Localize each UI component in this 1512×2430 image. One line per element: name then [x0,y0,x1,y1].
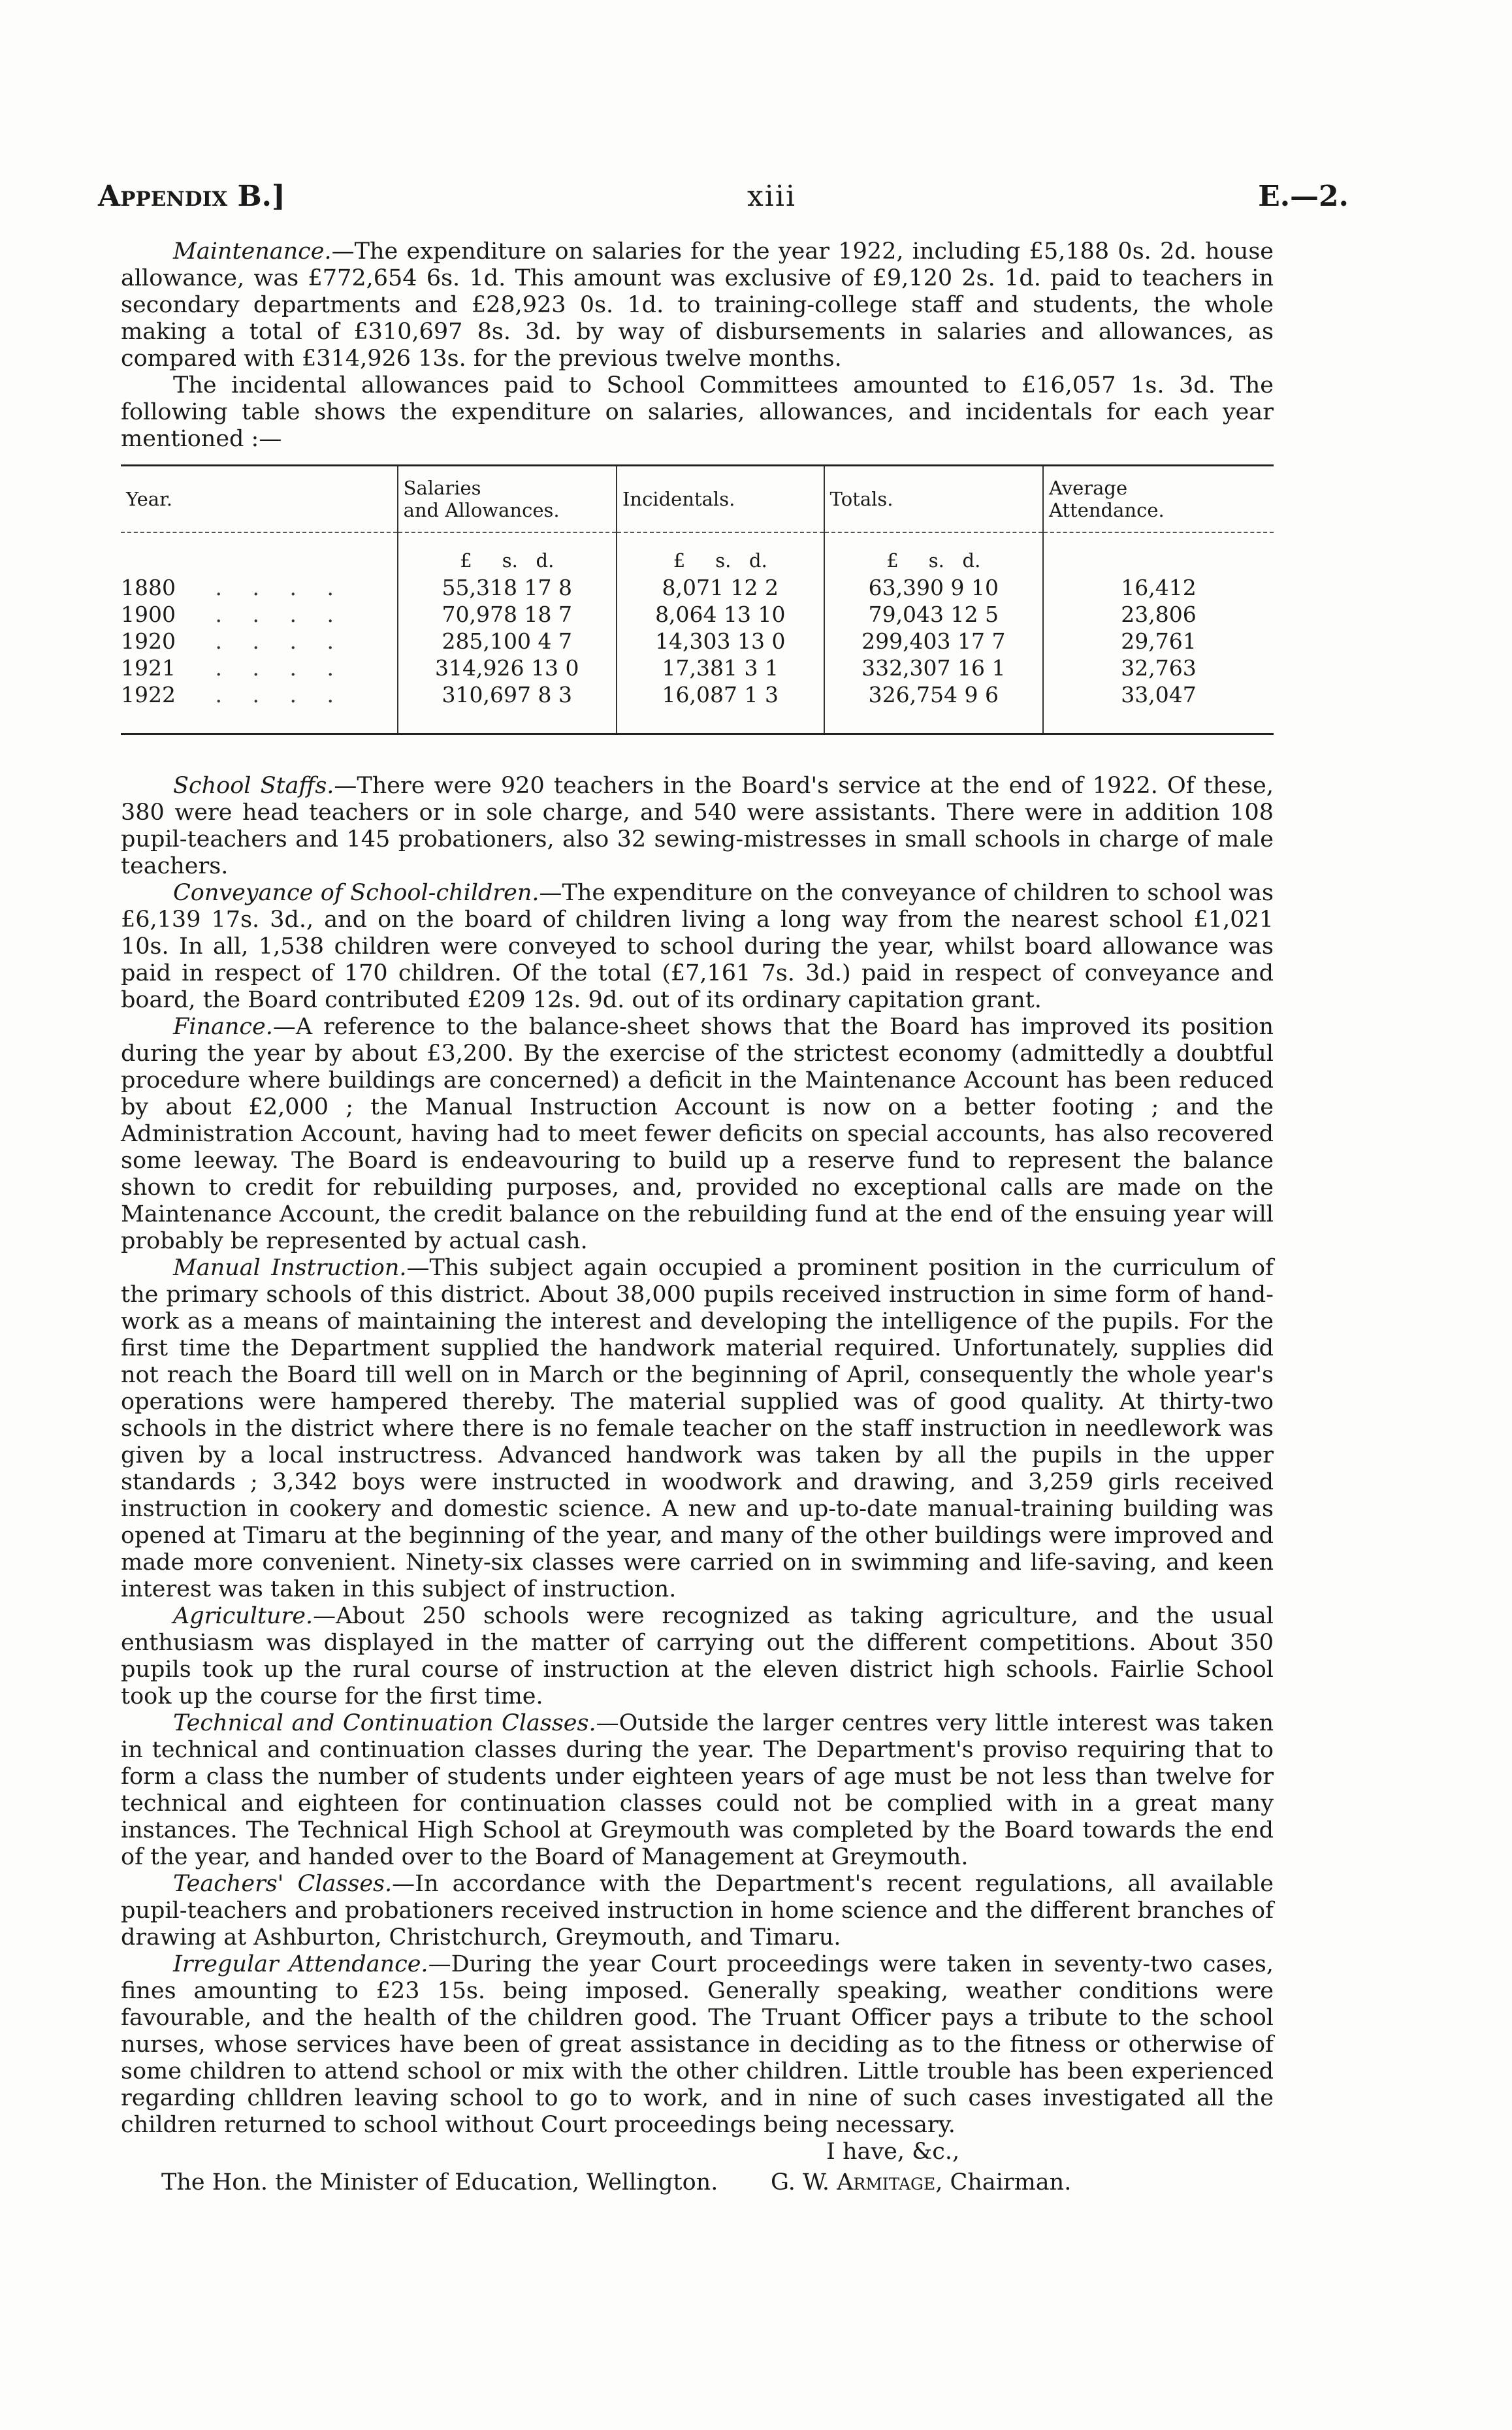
paragraph-maintenance: Maintenance.—The expenditure on salaries for the year 1922, including £5,188 0s. 2d. house allowance, was £772,654 6s. 1d. This amount was exclusive of £9,120 2s. 1d. paid to teachers in secondary departments and £28,923 0s. 1d. to training-college staff and students, the whole making a total of £310,697 8s. 3d. by way of disbursements in salaries and allowances, as compared with £314,926 13s. for the previous twelve months. [121,238,1274,372]
row-year: 1900 [121,602,176,627]
row-salaries: 285,100 4 7 [398,628,617,655]
units-salaries: £ s. d. [398,532,617,574]
row-incidentals: 14,303 13 0 [617,628,824,655]
paragraph-text: This subject again occupied a prominent position in the curriculum of the primary schools of this district. About 38,000 pupils received instruction in sime form of hand-work as a means of maintaining the interest and developing the intelligence of the pupils. For the first time the Department supplied the handwork material required. Unfortunately, supplies did not reach the Board till well on in March or the beginning of April, consequently the whole year's operations were hampered thereby. The material supplied was of good quality. At thirty-two schools in the district where there is no female teacher on the staff instruction in needlework was given by a local instructress. Advanced handwork was taken by all the pupils in the upper standards ; 3,342 boys were instructed in woodwork and drawing, and 3,259 girls received instruction in cookery and domestic science. A new and up-to-date manual-training building was opened at Timaru at the beginning of the year, and many of the other buildings were improved and made more convenient. Ninety-six classes were carried on in swimming and life-saving, and keen interest was taken in this subject of instruction. [121,1255,1274,1602]
paragraph-text: About 250 schools were recognized as taking agriculture, and the usual enthusiasm was displayed in the matter of carrying out the different competitions. About 350 pupils took up the rural course of instruction at the eleven district high schools. Fairlie School took up the course for the first time. [121,1603,1274,1709]
row-year: 1921 [121,655,176,681]
page-number: xiii [747,180,797,213]
paragraph-text: During the year Court proceedings were taken in seventy-two cases, fines amounting to £23 15s. being imposed. Generally speaking, weather conditions were favourable, and the health of the children good. The Truant Officer pays a tribute to the school nurses, whose services have been of great assistance in deciding as to the fitness or otherwise of some children to attend school or mix with the other children. Little trouble has been experienced regarding chlldren leaving school to go to work, and in nine of such cases investigated all the children returned to school without Court proceedings being necessary. [121,1951,1274,2138]
paragraph-heading: Finance. [173,1014,273,1040]
table-header-row [121,466,1274,533]
signature-block [121,2169,1274,2196]
paragraph-text: The incidental allowances paid to School Committees amounted to £16,057 1s. 3d. The following table shows the expenditure on salaries, allowances, and incidentals for each year mentioned :— [121,372,1274,452]
addressee: The Hon. the Minister of Education, Wellington. [161,2169,718,2195]
table-row: 1920 . . . . 285,100 4 7 14,303 13 0 299,403 17 7 29,761 [121,628,1274,655]
row-totals: 332,307 16 1 [824,655,1043,681]
paragraph-conveyance: Conveyance of School-children.—The expenditure on the conveyance of children to school was £6,139 17s. 3d., and on the board of children living a long way from the nearest school £1,021 10s. In all, 1,538 children were conveyed to school during the year, whilst board allowance was paid in respect of 170 children. Of the total (£7,161 7s. 3d.) paid in respect of conveyance and board, the Board contributed £209 12s. 9d. out of its ordinary capitation grant. [121,880,1274,1013]
col-header-attendance: Average Attendance. [1043,466,1274,533]
table-row: 1921 . . . . 314,926 13 0 17,381 3 1 332,307 16 1 32,763 [121,655,1274,681]
units-row [121,532,1274,574]
col-header-incidentals: Incidentals. [617,466,824,533]
paragraph-technical-classes: Technical and Continuation Classes.—Outside the larger centres very little interest was taken in technical and continuation classes during the year. The Department's proviso requiring that to form a class the number of students under eighteen years of age must be not less than twelve for technical and eighteen for continuation classes could not be complied with in a great many instances. The Technical High School at Greymouth was completed by the Board towards the end of the year, and handed over to the Board of Management at Greymouth. [121,1710,1274,1870]
table-row: 1922 . . . . 310,697 8 3 16,087 1 3 326,754 9 6 33,047 [121,681,1274,734]
expenditure-table [121,464,1274,735]
paragraph-text: There were 920 teachers in the Board's service at the end of 1922. Of these, 380 were head teachers or in sole charge, and 540 were assistants. There were in addition 108 pupil-teachers and 145 probationers, also 32 sewing-mistresses in small schools in charge of male teachers. [121,773,1274,879]
paragraph-incidentals [121,372,1274,453]
row-attendance: 16,412 [1043,574,1274,601]
paragraph-irregular-attendance: Irregular Attendance.—During the year Court proceedings were taken in seventy-two cases, fines amounting to £23 15s. being imposed. Generally speaking, weather conditions were favourable, and the health of the children good. The Truant Officer pays a tribute to the school nurses, whose services have been of great assistance in deciding as to the fitness or otherwise of some children to attend school or mix with the other children. Little trouble has been experienced regarding chlldren leaving school to go to work, and in nine of such cases investigated all the children returned to school without Court proceedings being necessary. [121,1951,1274,2138]
appendix-label: Appendix B.] [98,180,285,213]
units-incidentals: £ s. d. [617,532,824,574]
paragraph-text: The expenditure on the conveyance of children to school was £6,139 17s. 3d., and on the board of children living a long way from the nearest school £1,021 10s. In all, 1,538 children were conveyed to school during the year, whilst board allowance was paid in respect of 170 children. Of the total (£7,161 7s. 3d.) paid in respect of conveyance and board, the Board contributed £209 12s. 9d. out of its ordinary capitation grant. [121,880,1274,1013]
paragraph-text: A reference to the balance-sheet shows that the Board has improved its position during the year by about £3,200. By the exercise of the strictest economy (admittedly a doubtful procedure where buildings are concerned) a deficit in the Maintenance Account has been reduced by about £2,000 ; the Manual Instruction Account is now on a better footing ; and the Administration Account, having had to meet fewer deficits on special accounts, has also recovered some leeway. The Board is endeavouring to build up a reserve fund to represent the balance shown to credit for rebuilding purposes, and, provided no exceptional calls are made on the Maintenance Account, the credit balance on the rebuilding fund at the end of the ensuing year will probably be represented by actual cash. [121,1014,1274,1254]
page-header [98,180,1349,213]
paragraph-manual-instruction: Manual Instruction.—This subject again occupied a prominent position in the curriculum of the primary schools of this district. About 38,000 pupils received instruction in sime form of hand-work as a means of maintaining the interest and developing the intelligence of the pupils. For the first time the Department supplied the handwork material required. Unfortunately, supplies did not reach the Board till well on in March or the beginning of April, consequently the whole year's operations were hampered thereby. The material supplied was of good quality. At thirty-two schools in the district where there is no female teacher on the staff instruction in needlework was given by a local instructress. Advanced handwork was taken by all the pupils in the upper standards ; 3,342 boys were instructed in woodwork and drawing, and 3,259 girls received instruction in cookery and domestic science. A new and up-to-date manual-training building was opened at Timaru at the beginning of the year, and many of the other buildings were improved and made more convenient. Ninety-six classes were carried on in swimming and life-saving, and keen interest was taken in this subject of instruction. [121,1255,1274,1602]
paragraph-heading: Maintenance. [173,238,332,265]
table-row: 1900 . . . . 70,978 18 7 8,064 13 10 79,043 12 5 23,806 [121,601,1274,628]
paragraph-heading: Irregular Attendance. [173,1951,428,1977]
signatory: G. W. Armitage, Chairman. [771,2169,1072,2195]
paragraph-heading: Teachers' Classes. [173,1871,393,1897]
paragraph-heading: School Staffs. [173,773,334,799]
paragraph-heading: Agriculture. [173,1603,314,1629]
paragraph-text: Outside the larger centres very little interest was taken in technical and continuation classes during the year. The Department's proviso requiring that to form a class the number of students under eighteen years of age must be not less than twelve for technical and eighteen for continuation classes could not be complied with in a great many instances. The Technical High School at Greymouth was completed by the Board towards the end of the year, and handed over to the Board of Management at Greymouth. [121,1710,1274,1870]
paragraph-heading: Manual Instruction. [173,1255,407,1281]
row-salaries: 314,926 13 0 [398,655,617,681]
paragraph-finance: Finance.—A reference to the balance-sheet shows that the Board has improved its position during the year by about £3,200. By the exercise of the strictest economy (admittedly a doubtful procedure where buildings are concerned) a deficit in the Maintenance Account has been reduced by about £2,000 ; the Manual Instruction Account is now on a better footing ; and the Administration Account, having had to meet fewer deficits on special accounts, has also recovered some leeway. The Board is endeavouring to build up a reserve fund to represent the balance shown to credit for rebuilding purposes, and, provided no exceptional calls are made on the Maintenance Account, the credit balance on the rebuilding fund at the end of the ensuing year will probably be represented by actual cash. [121,1014,1274,1254]
report-code: E.—2. [1258,180,1349,213]
row-totals: 63,390 9 10 [824,574,1043,601]
row-totals: 79,043 12 5 [824,601,1043,628]
col-header-totals: Totals. [824,466,1043,533]
row-incidentals: 17,381 3 1 [617,655,824,681]
row-salaries: 310,697 8 3 [398,681,617,734]
paragraph-heading: Conveyance of School-children. [173,880,539,906]
paragraph-teachers-classes: Teachers' Classes.—In accordance with the Department's recent regulations, all available pupil-teachers and probationers received instruction in home science and the different branches of drawing at Ashburton, Christchurch, Greymouth, and Timaru. [121,1871,1274,1951]
row-incidentals: 8,071 12 2 [617,574,824,601]
complimentary-close: I have, &c., [826,2139,960,2165]
row-totals: 326,754 9 6 [824,681,1043,734]
col-header-salaries: Salaries and Allowances. [398,466,617,533]
row-attendance: 23,806 [1043,601,1274,628]
row-attendance: 33,047 [1043,681,1274,734]
paragraph-text: In accordance with the Department's recent regulations, all available pupil-teachers and probationers received instruction in home science and the different branches of drawing at Ashburton, Christchurch, Greymouth, and Timaru. [121,1871,1274,1951]
row-incidentals: 16,087 1 3 [617,681,824,734]
document-body [121,238,1274,2196]
row-year: 1880 [121,575,176,600]
row-attendance: 32,763 [1043,655,1274,681]
row-salaries: 55,318 17 8 [398,574,617,601]
col-header-year: Year. [121,466,398,533]
signatory-surname: Armitage [837,2169,936,2195]
row-incidentals: 8,064 13 10 [617,601,824,628]
row-totals: 299,403 17 7 [824,628,1043,655]
row-year: 1922 [121,682,176,707]
row-salaries: 70,978 18 7 [398,601,617,628]
paragraph-agriculture: Agriculture.—About 250 schools were recognized as taking agriculture, and the usual enthusiasm was displayed in the matter of carrying out the different competitions. About 350 pupils took up the rural course of instruction at the eleven district high schools. Fairlie School took up the course for the first time. [121,1603,1274,1709]
paragraph-school-staffs: School Staffs.—There were 920 teachers in the Board's service at the end of 1922. Of these, 380 were head teachers or in sole charge, and 540 were assistants. There were in addition 108 pupil-teachers and 145 probationers, also 32 sewing-mistresses in small schools in charge of male teachers. [121,773,1274,879]
row-year: 1920 [121,628,176,654]
row-attendance: 29,761 [1043,628,1274,655]
units-totals: £ s. d. [824,532,1043,574]
table-row: 1880 . . . . 55,318 17 8 8,071 12 2 63,390 9 10 16,412 [121,574,1274,601]
paragraph-text: The expenditure on salaries for the year 1922, including £5,188 0s. 2d. house allowance, was £772,654 6s. 1d. This amount was exclusive of £9,120 2s. 1d. paid to teachers in secondary departments and £28,923 0s. 1d. to training-college staff and students, the whole making a total of £310,697 8s. 3d. by way of disbursements in salaries and allowances, as compared with £314,926 13s. for the previous twelve months. [121,238,1274,372]
paragraph-heading: Technical and Continuation Classes. [173,1710,596,1736]
